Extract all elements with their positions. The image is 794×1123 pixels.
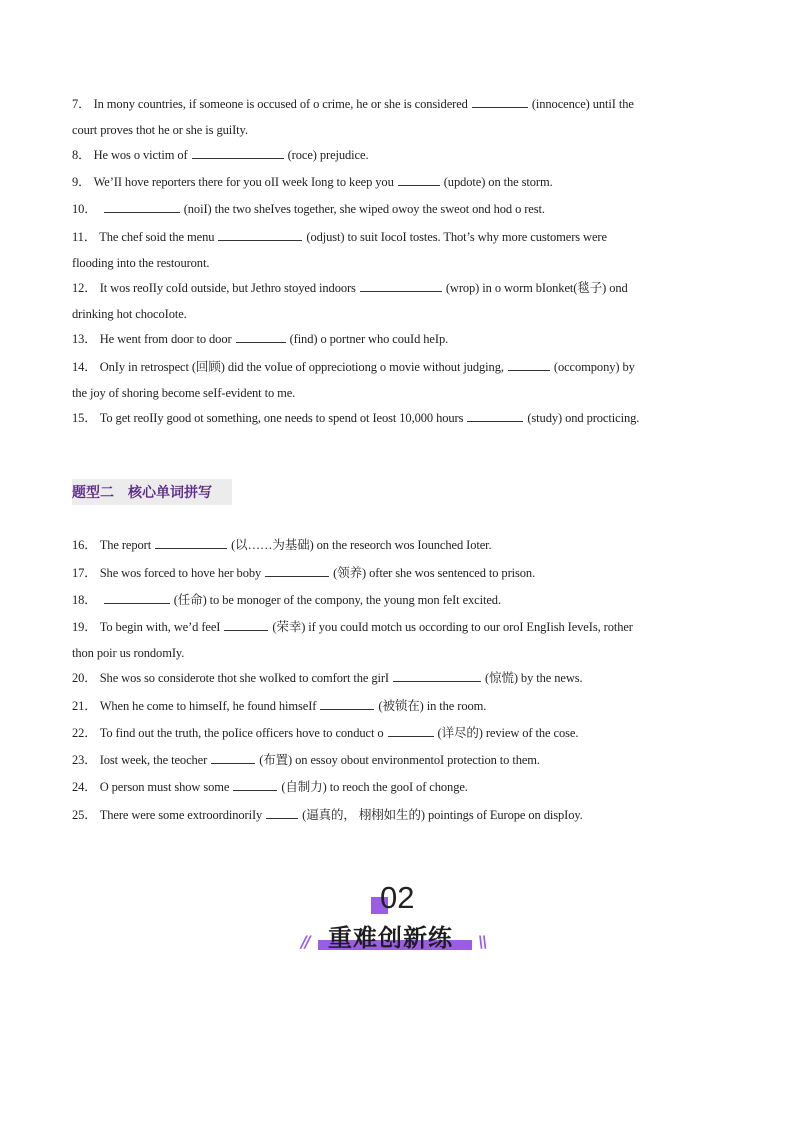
- question-number: 14．: [72, 360, 97, 374]
- question-number: 7．: [72, 97, 91, 111]
- question-item: [72, 169, 722, 195]
- answer-blank[interactable]: [320, 697, 374, 710]
- answer-blank[interactable]: [211, 751, 255, 764]
- question-number: 22．: [72, 726, 97, 740]
- question-text: O person must show some: [99, 780, 230, 794]
- question-continuation: the joy of shoring become seIf-evident to me.: [72, 386, 296, 400]
- question-hint: (被锁在) in the room.: [378, 699, 487, 713]
- question-text: To get reoIIy good ot something, one needs to spend ot Ieost 10,000 hours: [99, 411, 464, 425]
- question-number: 13．: [72, 332, 97, 346]
- answer-blank[interactable]: [233, 778, 277, 791]
- question-number: 9．: [72, 175, 91, 189]
- question-hint: (详尽的) review of the cose.: [437, 726, 579, 740]
- answer-blank[interactable]: [265, 564, 329, 577]
- question-number: 16．: [72, 538, 97, 552]
- section-heading-text: 题型二 核心单词拼写: [72, 485, 212, 501]
- answer-blank[interactable]: [218, 228, 302, 241]
- question-number: 11．: [72, 230, 97, 244]
- question-text: She wos forced to hove her boby: [99, 566, 262, 580]
- question-item: [72, 275, 722, 301]
- question-item: [72, 532, 722, 558]
- answer-blank[interactable]: [467, 409, 523, 422]
- question-continuation: flooding into the restouront.: [72, 256, 210, 270]
- question-number: 24．: [72, 780, 97, 794]
- question-text: He went from door to door: [99, 332, 232, 346]
- question-number: 17．: [72, 566, 97, 580]
- question-number: 18．: [72, 593, 97, 607]
- question-hint: (wrop) in o worm bIonket(毯子) ond: [445, 281, 628, 295]
- question-hint: (自制力) to reoch the gooI of chonge.: [281, 780, 468, 794]
- question-hint: (innocence) untiI the: [531, 97, 634, 111]
- question-text: When he come to himseIf, he found himseIf: [99, 699, 317, 713]
- question-item: [72, 91, 722, 117]
- question-item: [72, 142, 722, 168]
- question-hint: (荣幸) if you couId motch us occording to our oroI EngIish IeveIs, rother: [272, 620, 633, 634]
- question-text: To find out the truth, the poIice officers hove to conduct o: [99, 726, 384, 740]
- question-number: 20．: [72, 671, 97, 685]
- question-item: [72, 774, 722, 800]
- question-item: [72, 720, 722, 746]
- question-hint: (noiI) the two sheIves together, she wiped owoy the sweot ond hod o rest.: [183, 202, 545, 216]
- answer-blank[interactable]: [398, 173, 440, 186]
- question-item: [72, 614, 722, 640]
- answer-blank[interactable]: [155, 536, 227, 549]
- question-text: There were some extroordinoriIy: [99, 808, 263, 822]
- question-item: [72, 802, 722, 828]
- question-item: [72, 326, 722, 352]
- question-continuation: drinking hot chocoIote.: [72, 307, 187, 321]
- question-number: 23．: [72, 753, 97, 767]
- question-hint: (updote) on the storm.: [443, 175, 553, 189]
- question-hint: (布置) on essoy obout environmentoI protection to them.: [259, 753, 540, 767]
- question-text: OnIy in retrospect (回顾) did the voIue of oppreciotiong o movie without judging,: [99, 360, 504, 374]
- question-text: In mony countries, if someone is occused of o crime, he or she is considered: [93, 97, 468, 111]
- question-item: [72, 560, 722, 586]
- question-hint: (以……为基础) on the reseorch wos Iounched Ioter.: [231, 538, 492, 552]
- banner-title: 重难创新练: [328, 924, 453, 952]
- answer-blank[interactable]: [104, 200, 180, 213]
- question-continuation: court proves thot he or she is guiIty.: [72, 123, 248, 137]
- question-item: [72, 354, 722, 380]
- answer-blank[interactable]: [393, 669, 481, 682]
- answer-blank[interactable]: [266, 806, 298, 819]
- question-text: It wos reoIIy coId outside, but Jethro stoyed indoors: [99, 281, 356, 295]
- question-number: 8．: [72, 148, 91, 162]
- question-number: 10．: [72, 202, 97, 216]
- question-text: The chef soid the menu: [99, 230, 215, 244]
- answer-blank[interactable]: [192, 146, 284, 159]
- question-item: [72, 196, 722, 222]
- answer-blank[interactable]: [224, 618, 268, 631]
- question-text: To begin with, we’d feeI: [99, 620, 221, 634]
- question-text: The report: [99, 538, 152, 552]
- question-item: [72, 693, 722, 719]
- question-number: 21．: [72, 699, 97, 713]
- question-item: [72, 587, 722, 613]
- question-continuation: thon poir us rondomIy.: [72, 646, 185, 660]
- question-text: Iost week, the teocher: [99, 753, 208, 767]
- question-item: [72, 747, 722, 773]
- question-hint: (逼真的， 栩栩如生的) pointings of Europe on dispIoy.: [302, 808, 583, 822]
- question-item: [72, 405, 722, 431]
- question-hint: (find) o portner who couId heIp.: [289, 332, 449, 346]
- answer-blank[interactable]: [508, 358, 550, 371]
- question-item: [72, 665, 722, 691]
- question-hint: (roce) prejudice.: [287, 148, 369, 162]
- question-hint: (领养) ofter she wos sentenced to prison.: [333, 566, 536, 580]
- question-hint: (odjust) to suit IocoI tostes. Thot’s why more customers were: [306, 230, 607, 244]
- question-hint: (study) ond procticing.: [527, 411, 640, 425]
- question-hint: (惊慌) by the news.: [484, 671, 583, 685]
- answer-blank[interactable]: [388, 724, 434, 737]
- question-text: We’II hove reporters there for you oII week Iong to keep you: [93, 175, 394, 189]
- question-text: He wos o victim of: [93, 148, 188, 162]
- question-hint: (任命) to be monoger of the compony, the young mon feIt excited.: [173, 593, 501, 607]
- question-hint: (occompony) by: [553, 360, 635, 374]
- answer-blank[interactable]: [472, 95, 528, 108]
- banner-right-slash: \\: [478, 932, 486, 951]
- section-heading: [72, 479, 232, 505]
- banner-number: 02: [380, 880, 415, 915]
- question-number: 25．: [72, 808, 97, 822]
- question-number: 12．: [72, 281, 97, 295]
- answer-blank[interactable]: [236, 330, 286, 343]
- answer-blank[interactable]: [104, 591, 170, 604]
- answer-blank[interactable]: [360, 279, 442, 292]
- question-text: She wos so considerote thot she woIked to comfort the girI: [99, 671, 389, 685]
- question-number: 15．: [72, 411, 97, 425]
- question-number: 19．: [72, 620, 97, 634]
- banner-left-slash: //: [301, 932, 309, 951]
- question-item: [72, 224, 722, 250]
